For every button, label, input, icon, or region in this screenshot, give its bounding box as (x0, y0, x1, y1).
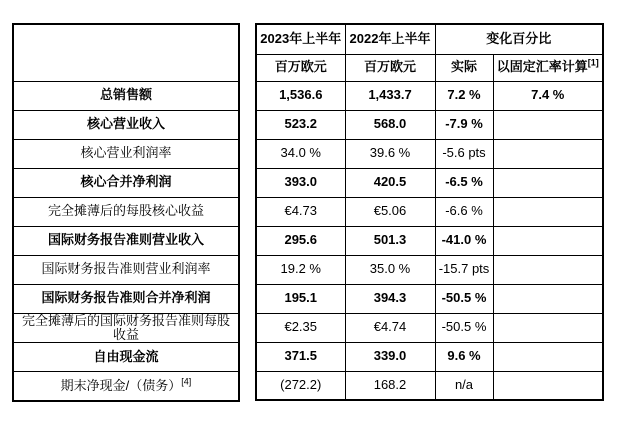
value-2022: 501.3 (345, 226, 435, 255)
value-constant-currency-change (493, 168, 603, 197)
value-constant-currency-change (493, 255, 603, 284)
value-2022: 394.3 (345, 284, 435, 313)
value-2023: 19.2 % (256, 255, 345, 284)
table-row (13, 197, 239, 226)
value-2023: €2.35 (256, 313, 345, 342)
value-actual-change: -5.6 pts (435, 139, 493, 168)
header-row-periods (256, 24, 603, 54)
value-constant-currency-change (493, 284, 603, 313)
column-header-unit-2022: 百万欧元 (345, 54, 435, 81)
value-actual-change: -7.9 % (435, 110, 493, 139)
value-2022: 35.0 % (345, 255, 435, 284)
table-row-ifrs-operating-income (256, 226, 603, 255)
value-2023: 523.2 (256, 110, 345, 139)
metric-label-ifrs-operating-margin: 国际财务报告准则营业利润率 (13, 255, 239, 284)
table-row (13, 284, 239, 313)
table-row (13, 372, 239, 401)
metric-label-free-cash-flow: 自由现金流 (13, 343, 239, 372)
value-2023: 393.0 (256, 168, 345, 197)
metric-label-core-operating-margin: 核心营业利润率 (13, 139, 239, 168)
financial-summary (12, 23, 604, 402)
metric-label-total-sales: 总销售额 (13, 81, 239, 110)
label-header-spacer-cell (13, 24, 239, 81)
value-actual-change: 9.6 % (435, 342, 493, 371)
column-header-2023-h1: 2023年上半年 (256, 24, 345, 54)
value-2023: 195.1 (256, 284, 345, 313)
table-row (13, 343, 239, 372)
value-2022: 568.0 (345, 110, 435, 139)
value-2022: 339.0 (345, 342, 435, 371)
value-2022: 420.5 (345, 168, 435, 197)
metric-label-ifrs-operating-income: 国际财务报告准则营业收入 (13, 226, 239, 255)
value-2023: 295.6 (256, 226, 345, 255)
metric-label-ifrs-eps: 完全摊薄后的国际财务报告准则每股收益 (13, 313, 239, 343)
value-2022: 168.2 (345, 371, 435, 400)
value-2022: 1,433.7 (345, 81, 435, 110)
value-constant-currency-change: 7.4 % (493, 81, 603, 110)
table-row-ifrs-operating-margin (256, 255, 603, 284)
value-2022: €5.06 (345, 197, 435, 226)
table-row (13, 313, 239, 343)
table-row-core-net-income (256, 168, 603, 197)
metric-label-core-net-income: 核心合并净利润 (13, 168, 239, 197)
value-actual-change: -15.7 pts (435, 255, 493, 284)
table-row (13, 139, 239, 168)
metric-label-net-cash-debt (13, 372, 239, 401)
value-constant-currency-change (493, 226, 603, 255)
value-actual-change: n/a (435, 371, 493, 400)
constant-currency-text: 以固定汇率计算 (496, 59, 588, 75)
value-actual-change: -50.5 % (435, 284, 493, 313)
value-2022: €4.74 (345, 313, 435, 342)
column-header-unit-2023: 百万欧元 (256, 54, 345, 81)
value-2023: €4.73 (256, 197, 345, 226)
value-constant-currency-change (493, 371, 603, 400)
value-constant-currency-change (493, 139, 603, 168)
metric-label-core-operating-income: 核心营业收入 (13, 110, 239, 139)
table-row (13, 255, 239, 284)
value-actual-change: -6.6 % (435, 197, 493, 226)
column-header-2022-h1: 2022年上半年 (345, 24, 435, 54)
header-row-units (256, 54, 603, 81)
value-actual-change: 7.2 % (435, 81, 493, 110)
label-header-spacer-row (13, 24, 239, 81)
table-row (13, 226, 239, 255)
table-row (13, 110, 239, 139)
column-header-actual: 实际 (435, 54, 493, 81)
table-row-core-operating-margin (256, 139, 603, 168)
value-constant-currency-change (493, 313, 603, 342)
table-row-ifrs-eps (256, 313, 603, 342)
table-row-total-sales (256, 81, 603, 110)
value-2023: 1,536.6 (256, 81, 345, 110)
footnote-ref-1: [1] (587, 58, 599, 69)
values-table (255, 23, 604, 401)
table-row-net-cash-debt (256, 371, 603, 400)
metric-label-core-eps: 完全摊薄后的每股核心收益 (13, 197, 239, 226)
metric-label-ifrs-net-income: 国际财务报告准则合并净利润 (13, 284, 239, 313)
value-2023: 371.5 (256, 342, 345, 371)
column-header-constant-currency (493, 54, 603, 81)
table-row-core-operating-income (256, 110, 603, 139)
value-constant-currency-change (493, 342, 603, 371)
value-2023: (272.2) (256, 371, 345, 400)
table-row-free-cash-flow (256, 342, 603, 371)
value-2022: 39.6 % (345, 139, 435, 168)
table-row (13, 81, 239, 110)
value-actual-change: -6.5 % (435, 168, 493, 197)
value-actual-change: -41.0 % (435, 226, 493, 255)
column-header-change-percent: 变化百分比 (435, 24, 603, 54)
value-2023: 34.0 % (256, 139, 345, 168)
table-row (13, 168, 239, 197)
table-row-ifrs-net-income (256, 284, 603, 313)
value-constant-currency-change (493, 197, 603, 226)
value-constant-currency-change (493, 110, 603, 139)
footnote-ref-4: [4] (181, 376, 192, 387)
value-actual-change: -50.5 % (435, 313, 493, 342)
table-row-core-eps (256, 197, 603, 226)
metric-label-text: 期末净现金/（债务） (60, 377, 182, 393)
row-labels-table (12, 23, 240, 402)
